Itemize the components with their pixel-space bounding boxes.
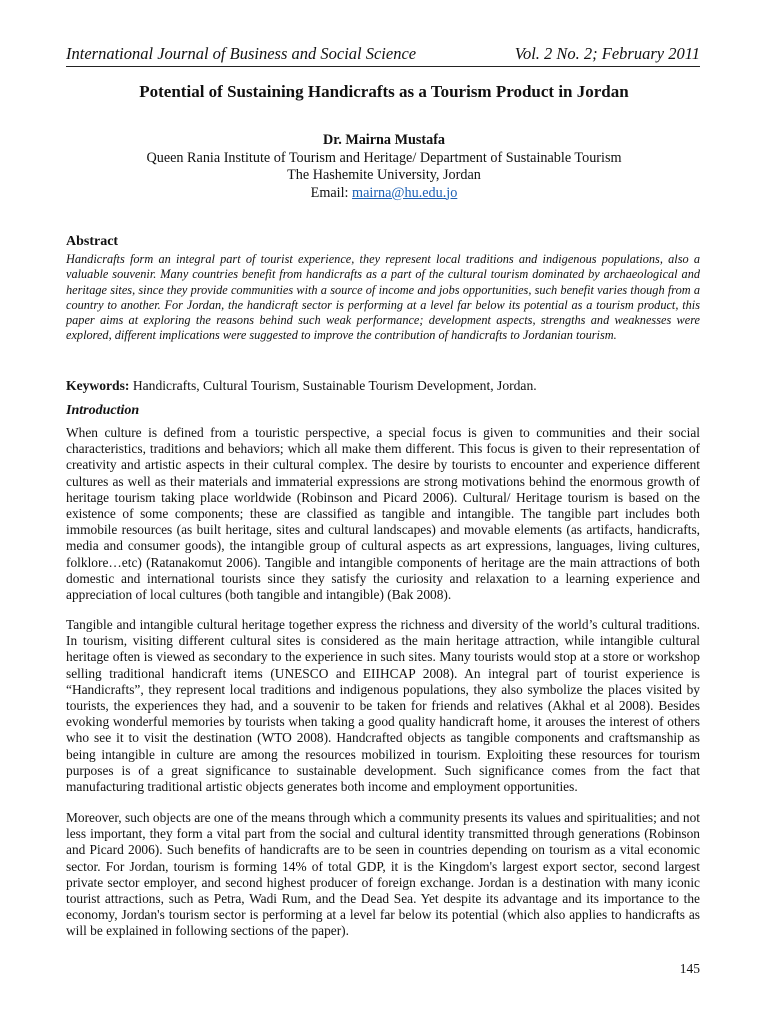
issue-info: Vol. 2 No. 2; February 2011 xyxy=(514,44,700,63)
email-label: Email: xyxy=(310,184,353,201)
journal-name: International Journal of Business and Social Science xyxy=(66,44,417,63)
running-header xyxy=(66,44,700,67)
abstract-text: Handicrafts form an integral part of tourist experience, they represent local traditions and indigenous populations, also a valuable souvenir. Many countries benefit from handicrafts as a part of the cultural tourism dominated by archaeological and heritage sites, since they provide communities with a source of income and jobs opportunities, such benefit varies though from a country to another. For Jordan, the handicraft sector is performing at a level far below its potential as a tourism product, this paper aims at exploring the reasons behind such weak performance; development aspects, strengths and weaknesses were explored, different implications were suggested to improve the contribution of handicrafts to Jordanian tourism. xyxy=(66,252,700,343)
author-affiliation: Queen Rania Institute of Tourism and Heritage/ Department of Sustainable Tourism xyxy=(146,149,622,166)
introduction-heading: Introduction xyxy=(66,403,140,418)
keywords-label: Keywords: xyxy=(66,378,130,393)
keywords-line xyxy=(66,378,700,394)
keywords-text: Handicrafts, Cultural Tourism, Sustainable Tourism Development, Jordan. xyxy=(129,378,537,393)
author-block xyxy=(0,132,768,202)
author-email-line xyxy=(0,185,768,203)
email-link[interactable]: mairna@hu.edu.jo xyxy=(352,184,458,201)
body-paragraph: Moreover, such objects are one of the means through which a community presents its values and spiritualities; and not less important, they form a vital part from the social and cultural identity transmitted through generations (Robinson and Picard 2006). Such benefits of handicrafts are to be seen in countries depending on tourism as a vital economic sector. For Jordan, tourism is forming 14% of total GDP, it is the Kingdom's largest export sector, second largest private sector employer, and second highest producer of foreign exchange. Jordan is a destination with many iconic tourist attractions, such as Petra, Wadi Rum, and the Dead Sea. Yet despite its advantage and its importance to the economy, Jordan's tourism sector is performing at a level far below its potential (which also applies to handicrafts as will be explained in following sections of the paper). xyxy=(66,810,700,939)
paper-title: Potential of Sustaining Handicrafts as a Tourism Product in Jordan xyxy=(139,82,629,101)
body-paragraph: Tangible and intangible cultural heritage together express the richness and diversity of the world’s cultural traditions. In tourism, visiting different cultural sites is considered as the main heritage attraction, while intangible cultural heritage often is viewed as secondary to the experience in such sites. Many tourists would stop at a store or workshop selling traditional handicraft items (UNESCO and EIIHCAP 2008). An integral part of tourist experience is “Handicrafts”, they represent local traditions and indigenous populations, they also symbolize the places visited by tourists, the experiences they had, and a souvenir to be taken for friends and relatives (Akhal et al 2008). Besides evoking wonderful memories by tourists when taking a good quality handicraft home, it arouses the interest of others who see it to visit the destination (WTO 2008). Handcrafted objects as tangible components and craftsmanship as being intangible in culture are among the resources mobilized in tourism. Exploiting these resources for tourism purposes is of a great significance to sustainable development. Such significance comes from the fact that manufacturing traditional artistic objects generates both income and employment opportunities. xyxy=(66,617,700,795)
author-university: The Hashemite University, Jordan xyxy=(287,167,481,183)
page-number: 145 xyxy=(679,961,700,976)
body-paragraph: When culture is defined from a touristic perspective, a special focus is given to communities and their social characteristics, traditions and behaviors; which all make them different. This focus is given to their representation of creativity and artistic aspects in their cultural complex. The desire by tourists to encounter and experience different cultures as well as their materials and immaterial expressions are strong motivations behind the enormous growth of heritage tourism taking place worldwide (Robinson and Picard 2006). Cultural/ Heritage tourism is based on the existence of some components; these are classified as tangible and intangible. The tangible part includes both immobile resources (as built heritage, sites and cultural landscapes) and movable elements (as artifacts, handicrafts, media and consumer goods), the intangible group of cultural aspects as art expressions, languages, living cultures, folklore…etc) (Ratanakomut 2006). Tangible and intangible components of heritage are the main attractions of both domestic and international tourists since they satisfy the curiosity and relaxation to a learning experience and appreciation of local cultures (both tangible and intangible) (Bak 2008). xyxy=(66,425,700,603)
author-name: Dr. Mairna Mustafa xyxy=(322,132,446,148)
abstract-heading: Abstract xyxy=(66,234,119,249)
